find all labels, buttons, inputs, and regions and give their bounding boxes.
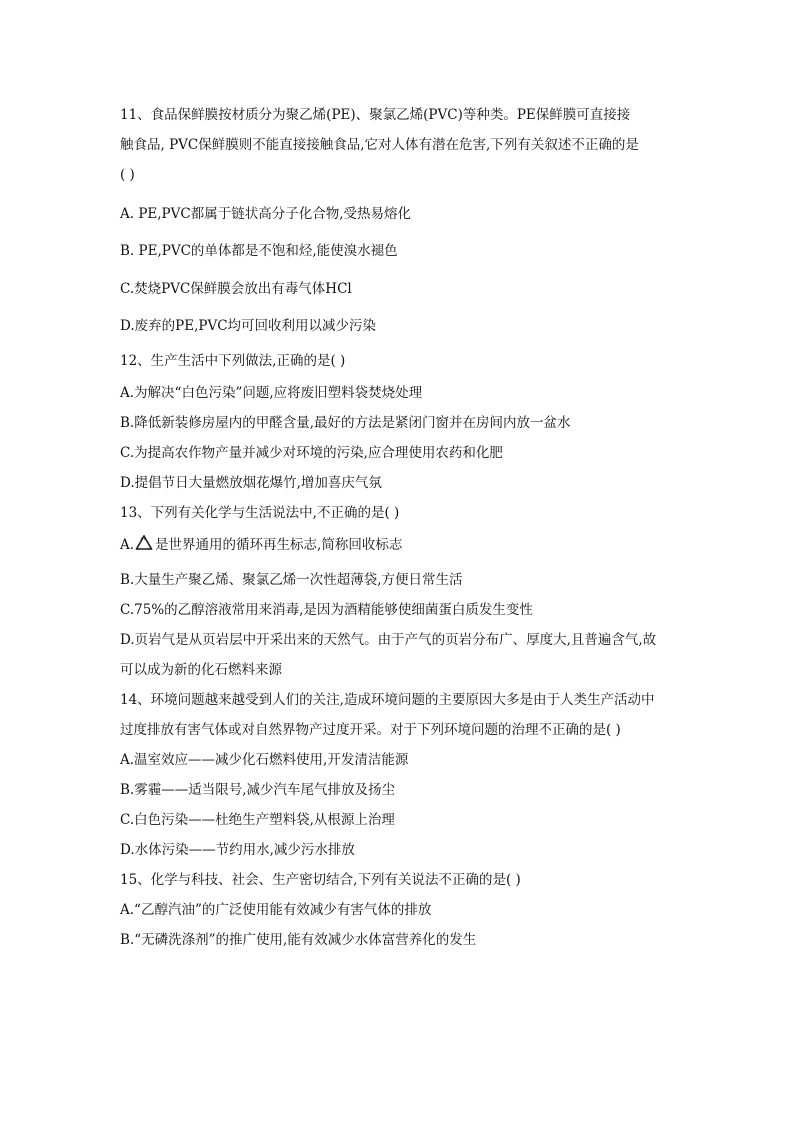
question-12: [120, 344, 680, 498]
question-14-line-1: 14、环境问题越来越受到人们的关注,造成环境问题的主要原因大多是由于人类生产活动中: [120, 692, 655, 708]
question-15-option-a: A.“乙醇汽油”的广泛使用能有效减少有害气体的排放: [120, 902, 432, 918]
question-11-option-d: D.废弃的PE,PVC均可回收利用以减少污染: [120, 318, 377, 334]
question-15-option-b: B.“无磷洗涤剂”的推广使用,能有效减少水体富营养化的发生: [120, 932, 477, 948]
question-12-option-c: C.为提高农作物产量并减少对环境的污染,应合理使用农药和化肥: [120, 445, 503, 461]
question-13-option-d-line-2: 可以成为新的化石燃料来源: [120, 662, 282, 678]
question-13: [120, 498, 680, 685]
question-13-option-c: C.75%的乙醇溶液常用来消毒,是因为酒精能够使细菌蛋白质发生变性: [120, 602, 533, 618]
question-15-stem: 15、化学与科技、社会、生产密切结合,下列有关说法不正确的是( ): [120, 872, 521, 888]
question-12-option-d: D.提倡节日大量燃放烟花爆竹,增加喜庆气氛: [120, 475, 382, 491]
question-11: [120, 100, 680, 344]
question-11-line-3: ( ): [120, 167, 135, 183]
question-12-option-a: A.为解决“白色污染”问题,应将废旧塑料袋焚烧处理: [120, 385, 423, 401]
question-14-option-c: C.白色污染——杜绝生产塑料袋,从根源上治理: [120, 812, 395, 828]
question-14-option-d: D.水体污染——节约用水,减少污水排放: [120, 842, 355, 858]
question-13-option-d-line-1: D.页岩气是从页岩层中开采出来的天然气。由于产气的页岩分布广、厚度大,且普遍含气,故: [120, 632, 657, 648]
question-14-option-b: B.雾霾——适当限号,减少汽车尾气排放及扬尘: [120, 782, 396, 798]
question-11-line-1: 11、食品保鲜膜按材质分为聚乙烯(PE)、聚氯乙烯(PVC)等种类。PE保鲜膜可直接接: [120, 107, 631, 123]
question-13-option-a-prefix: A.: [120, 537, 135, 553]
question-12-option-b: B.降低新装修房屋内的甲醛含量,最好的方法是紧闭门窗并在房间内放一盆水: [120, 415, 571, 431]
recycle-icon: [134, 531, 154, 565]
question-13-stem: 13、下列有关化学与生活说法中,不正确的是( ): [120, 505, 400, 521]
exam-page: [120, 0, 680, 955]
question-13-option-b: B.大量生产聚乙烯、聚氯乙烯一次性超薄袋,方便日常生活: [120, 572, 463, 588]
question-12-stem: 12、生产生活中下列做法,正确的是( ): [120, 353, 346, 369]
question-15: [120, 865, 680, 955]
question-11-option-b: B. PE,PVC的单体都是不饱和烃,能使溴水褪色: [120, 243, 398, 259]
question-14-line-2: 过度排放有害气体或对自然界物产过度开采。对于下列环境问题的治理不正确的是( ): [120, 722, 621, 738]
question-13-option-a-text: 是世界通用的循环再生标志,简称回收标志: [155, 537, 403, 553]
question-11-option-a: A. PE,PVC都属于链状高分子化合物,受热易熔化: [120, 206, 412, 222]
question-11-option-c: C.焚烧PVC保鲜膜会放出有毒气体HCl: [120, 281, 352, 297]
question-14: [120, 685, 680, 865]
question-14-option-a: A.温室效应——减少化石燃料使用,开发清洁能源: [120, 752, 409, 768]
question-11-line-2: 触食品, PVC保鲜膜则不能直接接触食品,它对人体有潜在危害,下列有关叙述不正确的是: [120, 137, 639, 153]
question-13-option-a: [120, 528, 680, 565]
